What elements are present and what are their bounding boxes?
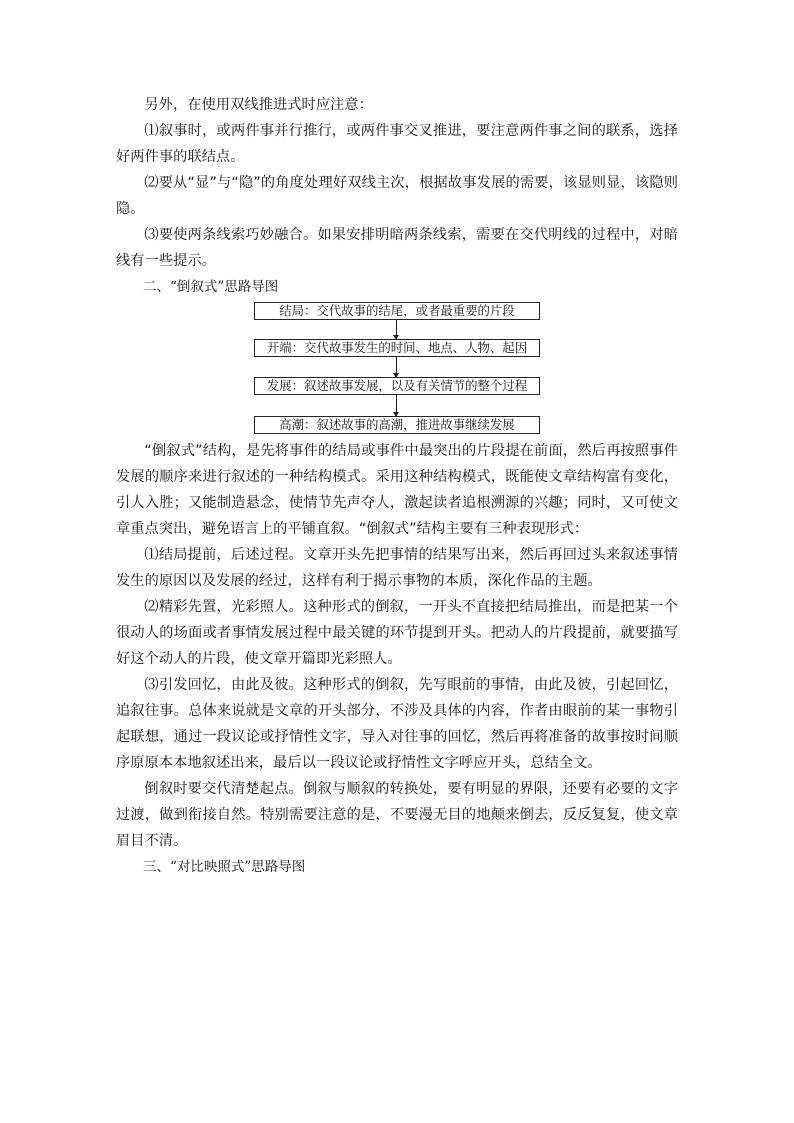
- paragraph-flashback-tips: 倒叙时要交代清楚起点。倒叙与顺叙的转换处，要有明显的界限，还要有必要的文字过渡，做到衔接自然。特别需要注意的是，不要漫无目的地颠来倒去，反反复复，使文章眉目不清。: [116, 781, 678, 849]
- paragraph-form-1: ⑴结局提前，后述过程。文章开头先把事情的结果写出来，然后再回过头来叙述事情发生的原因以及发展的经过，这样有利于揭示事物的本质，深化作品的主题。: [116, 547, 678, 589]
- paragraph-flashback-definition: “倒叙式”结构，是先将事件的结局或事件中最突出的片段提在前面，然后再按照事件发展的顺序来进行叙述的一种结构模式。采用这种结构模式，既能使文章结构富有变化，引人入胜；又能制造悬念，使情节先声夺人，激起读者追根溯源的兴趣；同时，又可使文章重点突出，避免语言上的平铺直叙。“倒叙式”结构主要有三种表现形式：: [116, 443, 678, 537]
- paragraph-form-3: ⑶引发回忆，由此及彼。这种形式的倒叙，先写眼前的事情，由此及彼，引起回忆，追叙往事。总体来说就是文章的开头部分，不涉及具体的内容，作者由眼前的某一事物引起联想，通过一段议论或抒情性文字，导入对往事的回忆，然后再将准备的故事按时间顺序原原本本地叙述出来，最后以一段议论或抒情性文字呼应开头，总结全文。: [116, 677, 678, 771]
- section-heading-flashback: 二、“倒叙式”思路导图: [143, 279, 279, 295]
- flow-arrow-2: [396, 357, 397, 377]
- flow-box-beginning: 开端：交代故事发生的时间、地点、人物、起因: [254, 339, 540, 357]
- flow-box-ending: 结局：交代故事的结尾，或者最重要的片段: [254, 302, 540, 320]
- flow-arrow-3: [396, 395, 397, 416]
- paragraph-intro: 另外，在使用双线推进式时应注意：: [144, 97, 373, 113]
- flashback-flowchart: [116, 302, 678, 436]
- paragraph-point-3: ⑶要使两条线索巧妙融合。如果安排明暗两条线索，需要在交代明线的过程中，对暗线有一些提示。: [116, 227, 678, 269]
- section-heading-contrast: 三、“对比映照式”思路导图: [143, 859, 306, 875]
- flow-box-climax: 高潮：叙述故事的高潮，推进故事继续发展: [254, 416, 540, 434]
- paragraph-point-2: ⑵要从“显”与“隐”的角度处理好双线主次，根据故事发展的需要，该显则显，该隐则隐。: [116, 175, 678, 217]
- flow-box-development: 发展：叙述故事发展，以及有关情节的整个过程: [254, 377, 540, 395]
- document-page: [116, 92, 678, 880]
- flow-arrow-1: [396, 320, 397, 339]
- paragraph-form-2: ⑵精彩先置，光彩照人。这种形式的倒叙，一开头不直接把结局推出，而是把某一个很动人的场面或者事情发展过程中最关键的环节提到开头。把动人的片段提前，就要描写好这个动人的片段，使文章开篇即光彩照人。: [116, 599, 678, 667]
- paragraph-point-1: ⑴叙事时，或两件事并行推行，或两件事交叉推进，要注意两件事之间的联系，选择好两件事的联结点。: [116, 123, 678, 165]
